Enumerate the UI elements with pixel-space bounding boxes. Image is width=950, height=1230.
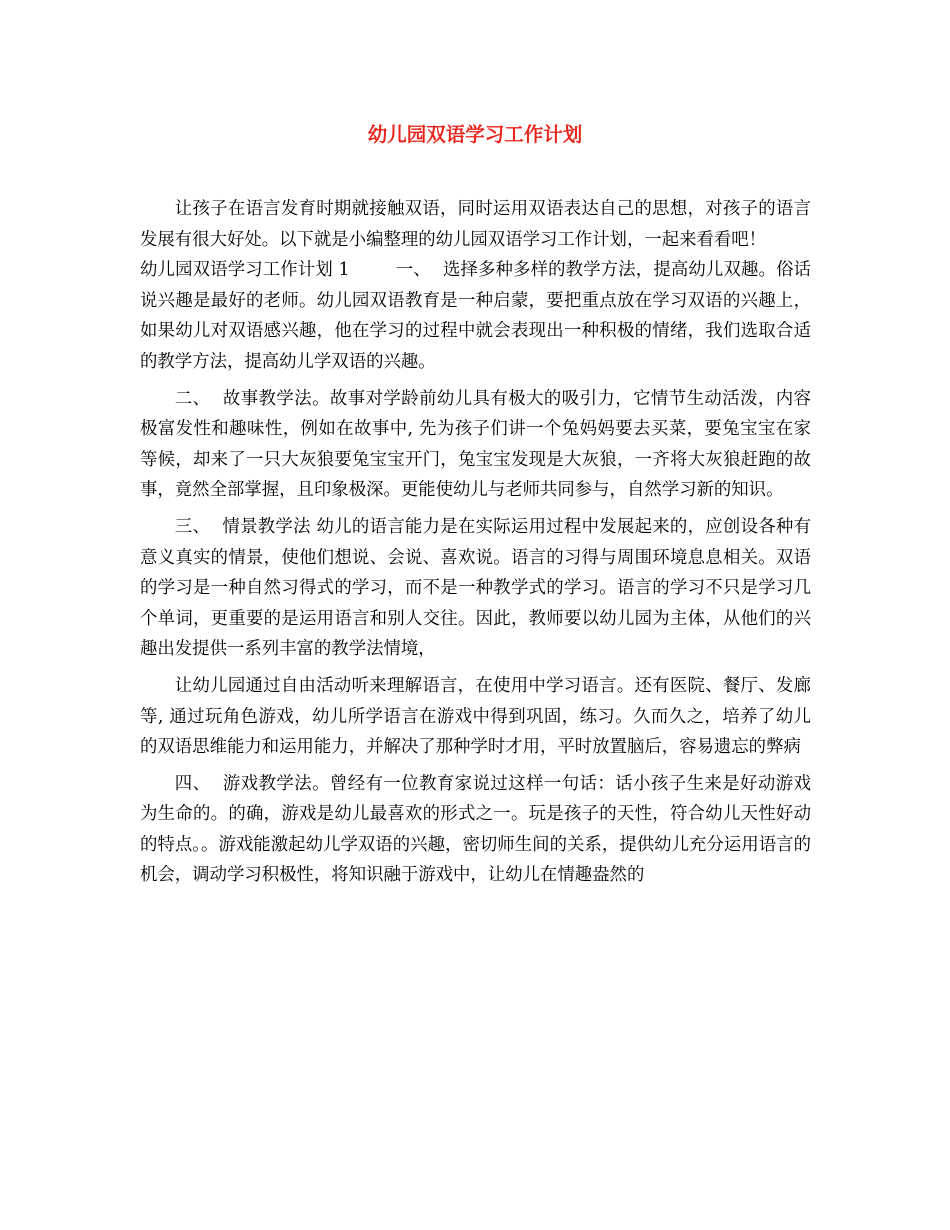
section-3-paragraph [140,512,811,665]
section-2-text: 故事教学法。故事对学龄前幼儿具有极大的吸引力，它情节生动活泼，内容极富发性和趣味性，例如在故事中, 先为孩子们讲一个兔妈妈要去买菜，要兔宝宝在家等候，却来了一只大灰狼要兔宝宝开门，兔宝宝发现是大灰狼，一齐将大灰狼赶跑的故事，竟然全部掌握，且印象极深。更能使幼儿与老师共同参与，自然学习新的知识。 [140,388,811,501]
section-4-text: 游戏教学法。曾经有一位教育家说过这样一句话：话小孩子生来是好动游戏为生命的。的确，游戏是幼儿最喜欢的形式之一。玩是孩子的天性，符合幼儿天性好动的特点。。游戏能激起幼儿学双语的兴趣，密切师生间的关系，提供幼儿充分运用语言的机会，调动学习积极性，将知识融于游戏中，让幼儿在情趣盎然的 [140,773,811,886]
section-1-paragraph [140,255,811,377]
section-3-number: 三、 [174,516,211,537]
section-4-paragraph [140,769,811,891]
section-4-number: 四、 [174,773,211,794]
section-1-number: 一、 [395,260,431,281]
section-2-number: 二、 [174,388,211,409]
section-3-text: 情景教学法 幼儿的语言能力是在实际运用过程中发展起来的，应创设各种有意义真实的情景，使他们想说、会说、喜欢说。语言的习得与周围环境息息相关。双语的学习是一种自然习得式的学习，而不是一种教学式的学习。语言的学习不只是学习几个单词，更重要的是运用语言和别人交往。因此，教师要以幼儿园为主体，从他们的兴趣出发提供一系列丰富的教学法情境， [140,516,811,660]
document-body [140,194,811,891]
document-title: 幼儿园双语学习工作计划 [367,123,583,146]
section-1-text: 选择多种多样的教学方法，提高幼儿双趣。俗话说兴趣是最好的老师。幼儿园双语教育是一种启蒙，要把重点放在学习双语的兴趣上，如果幼儿对双语感兴趣，他在学习的过程中就会表现出一种积极的情绪，我们选取合适的教学方法，提高幼儿学双语的兴趣。 [140,260,811,372]
plan-heading: 幼儿园双语学习工作计划 1 [140,260,350,281]
intro-paragraph: 让孩子在语言发育时期就接触双语，同时运用双语表达自己的思想，对孩子的语言发展有很大好处。以下就是小编整理的幼儿园双语学习工作计划，一起来看看吧！ [140,199,811,250]
section-3-continuation-paragraph: 让幼儿园通过自由活动听来理解语言，在使用中学习语言。还有医院、餐厅、发廊等, 通过玩角色游戏，幼儿所学语言在游戏中得到巩固，练习。久而久之，培养了幼儿的双语思维能力和运用能力，并解决了那种学时才用，平时放置脑后，容易遗忘的弊病 [140,675,811,758]
section-2-paragraph [140,384,811,506]
